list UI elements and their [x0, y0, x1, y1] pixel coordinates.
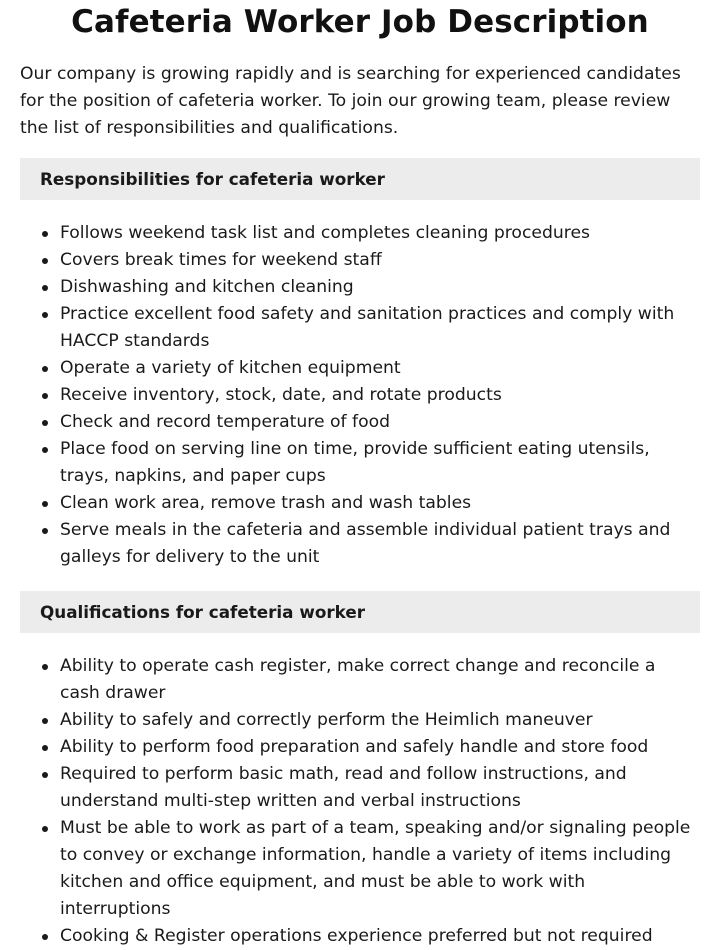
- list-item: [20, 653, 700, 707]
- list-item: [20, 220, 700, 247]
- list-item: [20, 815, 700, 923]
- list-item: [20, 490, 700, 517]
- list-item-text: Ability to perform food preparation and safely handle and store food: [60, 737, 649, 757]
- section-spacer: [20, 571, 700, 575]
- list-item-text: Covers break times for weekend staff: [60, 250, 382, 270]
- list-item: [20, 517, 700, 571]
- bullet-icon: [42, 745, 48, 751]
- responsibilities-heading-text: Responsibilities for cafeteria worker: [40, 169, 385, 189]
- bullet-icon: [42, 231, 48, 237]
- qualifications-list: [20, 653, 700, 950]
- list-item: [20, 274, 700, 301]
- list-item-text: Required to perform basic math, read and follow instructions, and understand multi-step written and verbal instructions: [60, 764, 627, 811]
- bullet-icon: [42, 934, 48, 940]
- list-item-text: Receive inventory, stock, date, and rotate products: [60, 385, 502, 405]
- list-item-text: Check and record temperature of food: [60, 412, 391, 432]
- list-item-text: Practice excellent food safety and sanitation practices and comply with HACCP standards: [60, 304, 675, 351]
- bullet-icon: [42, 528, 48, 534]
- intro-paragraph: Our company is growing rapidly and is searching for experienced candidates for the position of cafeteria worker. To join our growing team, please review the list of responsibilities and qualifications.: [20, 64, 681, 138]
- bullet-icon: [42, 826, 48, 832]
- list-item: [20, 707, 700, 734]
- list-item: [20, 436, 700, 490]
- list-item-text: Clean work area, remove trash and wash tables: [60, 493, 472, 513]
- responsibilities-list: [20, 220, 700, 571]
- bullet-icon: [42, 420, 48, 426]
- list-item: [20, 355, 700, 382]
- list-item: [20, 734, 700, 761]
- bullet-icon: [42, 447, 48, 453]
- list-item: [20, 301, 700, 355]
- responsibilities-heading: [20, 158, 700, 200]
- list-item: [20, 761, 700, 815]
- list-item: [20, 923, 700, 950]
- bullet-icon: [42, 393, 48, 399]
- bullet-icon: [42, 258, 48, 264]
- list-item-text: Cooking & Register operations experience preferred but not required: [60, 926, 653, 946]
- list-item-text: Follows weekend task list and completes cleaning procedures: [60, 223, 590, 243]
- qualifications-heading-text: Qualifications for cafeteria worker: [40, 602, 366, 622]
- list-item: [20, 247, 700, 274]
- bullet-icon: [42, 772, 48, 778]
- list-item: [20, 409, 700, 436]
- bullet-icon: [42, 366, 48, 372]
- list-item-text: Operate a variety of kitchen equipment: [60, 358, 401, 378]
- list-item-text: Ability to safely and correctly perform the Heimlich maneuver: [60, 710, 593, 730]
- bullet-icon: [42, 664, 48, 670]
- bullet-icon: [42, 285, 48, 291]
- bullet-icon: [42, 312, 48, 318]
- bullet-icon: [42, 718, 48, 724]
- list-item-text: Must be able to work as part of a team, speaking and/or signaling people to convey or exchange information, handle a variety of items including kitchen and office equipment, and must be able to work with interruptions: [60, 818, 691, 919]
- list-item-text: Dishwashing and kitchen cleaning: [60, 277, 354, 297]
- list-item-text: Serve meals in the cafeteria and assemble individual patient trays and galleys for delivery to the unit: [60, 520, 671, 567]
- list-item-text: Ability to operate cash register, make correct change and reconcile a cash drawer: [60, 656, 656, 703]
- bullet-icon: [42, 501, 48, 507]
- qualifications-heading: [20, 591, 700, 633]
- list-item-text: Place food on serving line on time, provide sufficient eating utensils, trays, napkins, and paper cups: [60, 439, 650, 486]
- list-item: [20, 382, 700, 409]
- page-title: Cafeteria Worker Job Description: [71, 4, 649, 40]
